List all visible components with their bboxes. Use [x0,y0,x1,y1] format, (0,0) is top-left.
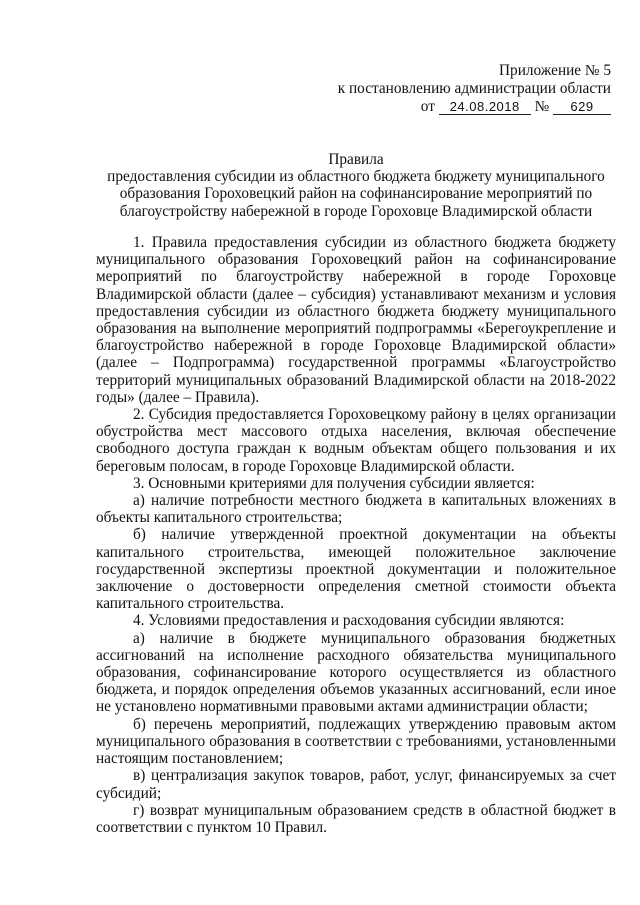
annex-title: Приложение № 5 [499,62,611,79]
annex-from-label: от [420,98,435,115]
document-subtitle: предоставления субсидии из областного бюджета бюджету муниципального образования Гороховецкий район на софинансирование мероприятий по благоустройству набережной в городе Гороховце Владимирской области [107,168,605,220]
annex-date: 24.08.2018 [439,99,531,115]
paragraph-4b: б) перечень мероприятий, подлежащих утверждению правовым актом муниципального образования в соответствии с требованиями, установленными настоящим постановлением; [96,715,616,768]
annex-date-line [321,98,611,116]
paragraph-4: 4. Условиями предоставления и расходования субсидии являются: [133,612,565,630]
paragraph-3: 3. Основными критериями для получения субсидии является: [133,474,535,492]
document-title: Правила [328,151,384,168]
paragraph-2: 2. Субсидия предоставляется Гороховецкому району в целях организации обустройства мест массового отдыха населения, включая обеспечение свободного доступа граждан к водным объектам общего пользования и их береговым полосам, в городе Гороховце Владимирской области. [96,406,616,475]
annex-number: 629 [553,99,611,115]
annex-resolution: к постановлению администрации области [337,80,611,97]
document-title-block [96,151,616,220]
paragraph-3a: а) наличие потребности местного бюджета в капитальных вложениях в объекты капитального строительства; [96,492,616,527]
annex-number-label: № [534,98,550,115]
paragraph-4c: в) централизация закупок товаров, работ, услуг, финансируемых за счет субсидий; [96,767,616,802]
document-body [96,234,616,836]
annex-header [321,62,611,116]
paragraph-3b: б) наличие утвержденной проектной документации на объекты капитального строительства, имеющей положительное заключение государственной экспертизы проектной документации и положительное заключение о достоверности определения сметной стоимости объекта капитального строительства. [96,526,616,613]
paragraph-4a: а) наличие в бюджете муниципального образования бюджетных ассигнований на исполнение расходного обязательства муниципального образования, софинансирование которого осуществляется из областного бюджета, и порядок определения объемов указанных ассигнований, если иное не установлено нормативными правовыми актами администрации области; [96,629,616,716]
paragraph-4d: г) возврат муниципальным образованием средств в областной бюджет в соответствии с пунктом 10 Правил. [96,801,616,836]
paragraph-1: 1. Правила предоставления субсидии из областного бюджета бюджету муниципального образования Гороховецкий район на софинансирование мероприятий по благоустройству набережной в городе Гороховце Владимирской области (далее – субсидия) устанавливают механизм и условия предоставления субсидии из областного бюджета бюджету муниципального образования на выполнение мероприятий подпрограммы «Берегоукрепление и благоустройство набережной в городе Гороховце Владимирской области» (далее – Подпрограмма) государственной программы «Благоустройство территорий муниципальных образований Владимирской области на 2018-2022 годы» (далее – Правила). [96,234,616,406]
